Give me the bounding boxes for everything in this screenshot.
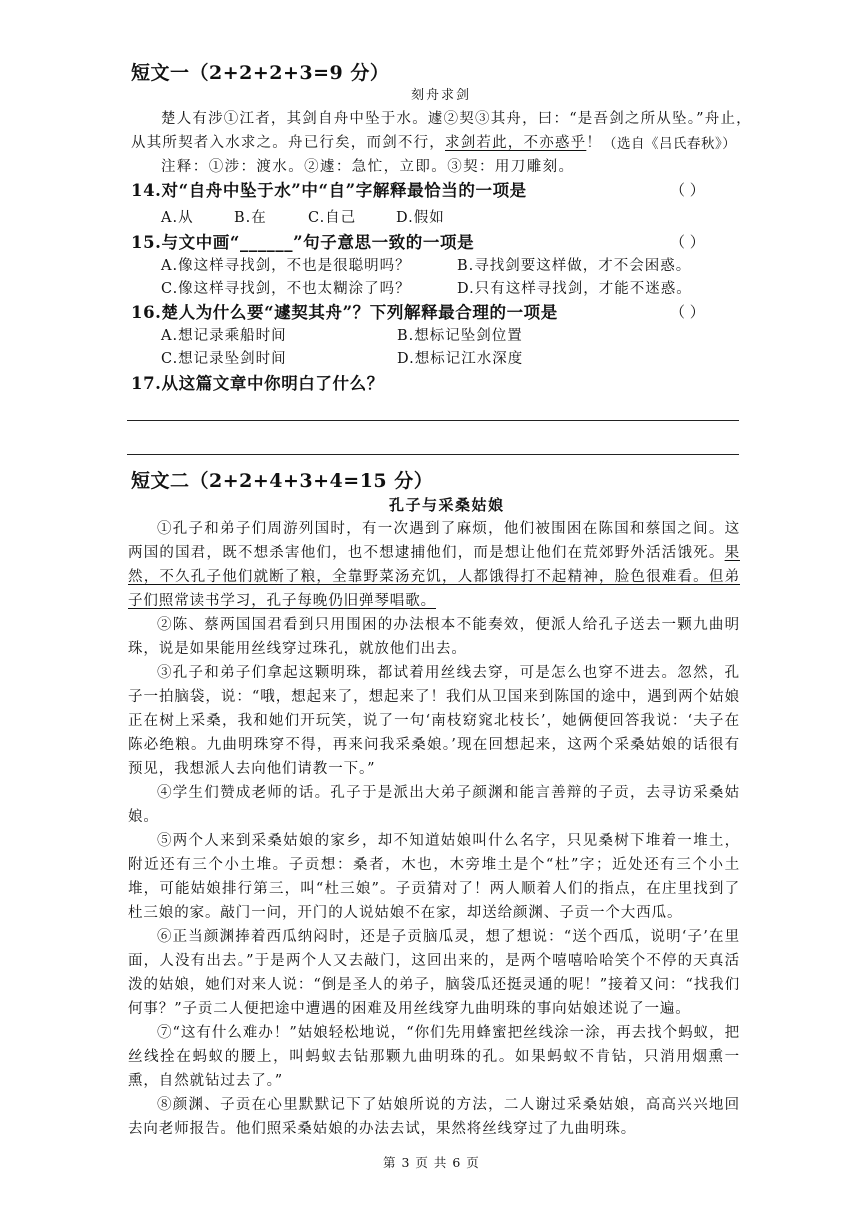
q15-option-d: D.只有这样寻找剑，才能不迷惑。: [457, 281, 692, 297]
section2-title: 孔子与采桑姑娘: [389, 496, 505, 514]
section1-passage-line1: 楚人有涉①江者，其剑自舟中坠于水。遽②契③其舟，曰：“是吾剑之所从坠。”舟止，: [161, 111, 752, 127]
q14-option-c: C.自己: [308, 210, 357, 226]
section1-source: （选自《吕氏春秋》）: [603, 136, 737, 152]
paragraph-8: ⑧颜渊、子贡在心里默默记下了姑娘所说的方法，二人谢过采桑姑娘，高高兴兴地回去向老师报告。他们照采桑姑娘的办法去试，果然将丝线穿过了九曲明珠。: [128, 1097, 740, 1137]
question-17: 17.从这篇文章中你明白了什么？: [131, 374, 384, 393]
q16-option-b: B.想标记坠剑位置: [397, 328, 523, 344]
q15-option-c: C.像这样寻找剑，不也太糊涂了吗？: [161, 281, 411, 297]
page-number: 第 3 页 共 6 页: [383, 1155, 480, 1170]
q16-option-c: C.想记录坠剑时间: [161, 351, 287, 367]
section1-passage-line2: [131, 131, 602, 152]
paragraph-3: ③孔子和弟子们拿起这颗明珠，都试着用丝线去穿，可是怎么也穿不进去。忽然，孔子一拍脑袋，说：“哦，想起来了，想起来了！我们从卫国来到陈国的途中，遇到两个姑娘正在树上采桑，我和她们开玩笑，说了一句‘南枝窈窕北枝长’，她俩便回答我说：‘夫子在陈必绝粮。九曲明珠穿不得，再来问我采桑娘。’现在回想起来，这两个采桑姑娘的话很有预见，我想派人去向他们请教一下。”: [128, 665, 740, 777]
q14-option-d: D.假如: [396, 210, 445, 226]
q14-option-a: A.从: [161, 210, 194, 226]
paragraph-1-text: ①孔子和弟子们周游列国时，有一次遇到了麻烦，他们被围困在陈国和蔡国之间。这两国的国君，既不想杀害他们，也不想逮捕他们，而是想让他们在荒郊野外活活饿死。: [128, 521, 740, 561]
q15-option-a: A.像这样寻找剑，不也是很聪明吗？: [161, 258, 411, 274]
paragraph-1: [128, 517, 740, 613]
paragraph-5: ⑤两个人来到采桑姑娘的家乡，却不知道姑娘叫什么名字，只见桑树下堆着一堆土，附近还有三个小土堆。子贡想：桑者，木也，木旁堆土是个“杜”字；近处还有三个小土堆，可能姑娘排行第三，叫“杜三娘”。子贡猜对了！两人顺着人们的指点，在庄里找到了杜三娘的家。敲门一问，开门的人说姑娘不在家，却送给颜渊、子贡一个大西瓜。: [128, 833, 740, 921]
q16-option-d: D.想标记江水深度: [397, 351, 524, 367]
passage-text: 从其所契者入水求之。舟已行矣，而剑不行，: [131, 135, 445, 151]
answer-line-2[interactable]: [127, 454, 739, 455]
underlined-sentence: 求剑若此，不亦惑乎: [445, 135, 587, 151]
section1-heading: 短文一（2+2+2+3=9 分）: [131, 62, 390, 84]
paragraph-4: ④学生们赞成老师的话。孔子于是派出大弟子颜渊和能言善辩的子贡，去寻访采桑姑娘。: [128, 785, 740, 825]
q14-answer-paren: （ ）: [670, 181, 705, 199]
q15-option-b: B.寻找剑要这样做，才不会困惑。: [457, 258, 692, 274]
q14-option-b: B.在: [234, 210, 267, 226]
paragraph-2: ②陈、蔡两国国君看到只用围困的办法根本不能奏效，便派人给孔子送去一颗九曲明珠，说是如果能用丝线穿过珠孔，就放他们出去。: [128, 617, 740, 657]
question-15: 15.与文中画“______”句子意思一致的一项是: [131, 233, 475, 252]
section2-heading: 短文二（2+2+4+3+4=15 分）: [131, 470, 434, 492]
q16-answer-paren: （ ）: [670, 303, 705, 321]
section1-title: 刻舟求剑: [411, 88, 472, 103]
q15-answer-paren: （ ）: [670, 233, 705, 251]
section2-passage: [128, 517, 740, 1141]
section1-notes: 注释：①涉：渡水。②遽：急忙，立即。③契：用刀雕刻。: [161, 159, 575, 175]
question-16: 16.楚人为什么要“遽契其舟”？下列解释最合理的一项是: [131, 303, 558, 322]
paragraph-6: ⑥正当颜渊捧着西瓜纳闷时，还是子贡脑瓜灵，想了想说：“送个西瓜，说明‘子’在里面，人没有出去。”于是两个人又去敲门，这回出来的，是两个嘻嘻哈哈笑个不停的天真活泼的姑娘，她们对来人说：“倒是圣人的弟子，脑袋瓜还挺灵通的呢！”接着又问：“找我们何事？”子贡二人便把途中遭遇的困难及用丝线穿九曲明珠的事向姑娘述说了一遍。: [128, 929, 740, 1017]
passage-punct: ！: [586, 135, 603, 151]
paragraph-1-underlined: 果然，不久孔子他们就断了粮，全靠野菜汤充饥，人都饿得打不起精神，脸色很难看。但弟子们照常读书学习，孔子每晚仍旧弹琴唱歌。: [128, 545, 740, 609]
answer-line-1[interactable]: [127, 420, 739, 421]
paragraph-7: ⑦“这有什么难办！”姑娘轻松地说，“你们先用蜂蜜把丝线涂一涂，再去找个蚂蚁，把丝线拴在蚂蚁的腰上，叫蚂蚁去钻那颗九曲明珠的孔。如果蚂蚁不肯钻，只消用烟熏一熏，自然就钻过去了。”: [128, 1025, 740, 1089]
q16-option-a: A.想记录乘船时间: [161, 328, 287, 344]
question-14: 14.对“自舟中坠于水”中“自”字解释最恰当的一项是: [131, 181, 527, 200]
